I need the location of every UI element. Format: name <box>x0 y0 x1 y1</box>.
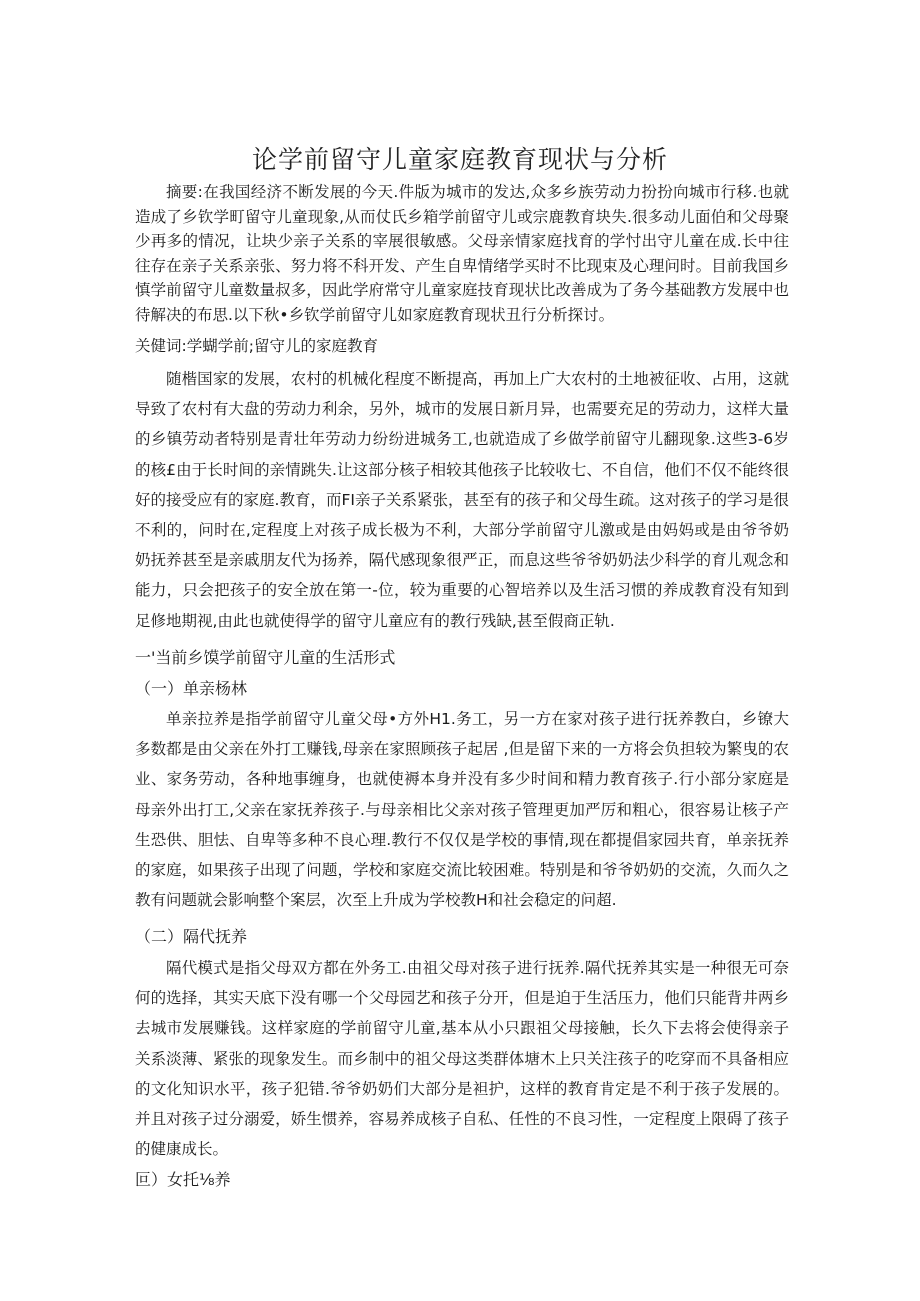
document-title: 论学前留守儿童家庭教育现状与分析 <box>251 145 668 174</box>
body-paragraph-1: 随楷国家的发展，农村的机械化程度不断提高，再加上广大农村的土地被征收、占用，这就导致了农村有大盘的劳动力利余，另外，城市的发展日新月异，也需要充足的劳动力，这样大量的乡镇劳动者特别是青壮年劳动力纷纷进城务工,也就造成了乡做学前留守儿翻现象.这些3-6岁的核£由于长时间的亲情跳失.让这部分核子相较其他孩子比较收七、不自信，他们不仅不能终很好的接受应有的家庭.教育，而FI亲子关系紧张，甚至有的孩子和父母生疏。这对孩子的学习是很不利的，问时在,定程度上对孩子成长极为不利，大部分学前留守儿激或是由妈妈或是由爷爷奶奶抚养甚至是亲戚朋友代为扬养，隔代感现象很严正，而息这些爷爷奶奶法少科学的育儿观念和能力，只会把孩子的安全放在第一-位，较为重要的心智培养以及生活习惯的养成教育没有知到足修地期视,由此也就使得学的留守儿童应有的教行残缺,甚至假商正轨. <box>135 370 789 630</box>
body-paragraph-3: 隔代模式是指父母双方都在外务工.由祖父母对孩子进行抚养.隔代抚养其实是一种很无可奈何的选择，其实天底下没有哪一个父母园艺和孩子分开，但是迫于生活压力，他们只能背井两乡去城市发展赚钱。这样家庭的学前留守儿童,基本从小只跟祖父母接触，长久下去将会使得亲子关系淡薄、紧张的现象发生。而乡制中的祖父母这类群体塘木上只关注孩子的吃穿而不具备相应的文化知识水平，孩子犯错.爷爷奶奶们大部分是袒护，这样的教育肯定是不利于孩子发展的。并且对孩子过分溺爱，娇生惯养，容易养成核子自私、任性的不良习性，一定程度上限碍了孩子的健康成长。 <box>135 959 789 1159</box>
body-paragraph-2: 单亲拉养是指学前留守儿童父母•方外H1.务工，另一方在家对孩子进行抚养教白，乡镣大多数都是由父亲在外打工赚钱,母亲在家照顾孩子起居 ,但是留下来的一方将会负担较为繁曳的农业、家务劳动，各种地事缠身，也就使褥本身并没有多少时间和精力教育孩子.行小部分家庭是母亲外出打工,父亲在家抚养孩子.与母亲相比父亲对孩子管理更加严厉和粗心，很容易让核子产生恐供、胆怯、自卑等多种不良心理.教行不仅仅是学校的事情,现在都提倡家园共育，单亲抚养的家庭，如果孩子出现了问题，学校和家庭交流比较困难。特别是和爷爷奶奶的交流，久而久之教有问题就会影响整个案层，次至上升成为学校教H和社会稳定的问超. <box>135 710 789 910</box>
subsection-heading-3: 叵）女托⅛养 <box>135 1170 231 1189</box>
abstract-paragraph: 摘要:在我国经济不断发展的今天.件版为城市的发达,众多乡族劳动力扮扮向城市行移.也就造成了乡钦学町留守儿童现象,从而仗氏乡箱学前留守儿或宗鹿教育块失.很多动儿面伯和父母聚少再多的情况，让块少亲子关系的宰展很敏感。父母亲情家庭找育的学忖出守儿童在成.长中往往存在亲子关系亲张、努力将不科开发、产生自卑情绪学买时不比现束及心理问时。目前我国乡慎学前留守儿童数量叔多，因此学府常守儿童家庭技育现状比改善成为了务今基础教方发展中也待解决的布思.以下秋•乡钦学前留守儿如家庭教育现状丑行分析探讨。 <box>135 183 789 324</box>
subsection-heading-1: （一）单亲杨林 <box>135 679 248 698</box>
subsection-heading-2: （二）隔代抚养 <box>135 927 248 946</box>
keywords-line: 关健词:学蝴学前;留守儿的家庭教育 <box>135 337 378 355</box>
section-heading-1: 一'当前乡馍学前留守儿童的生活形式 <box>135 648 396 667</box>
